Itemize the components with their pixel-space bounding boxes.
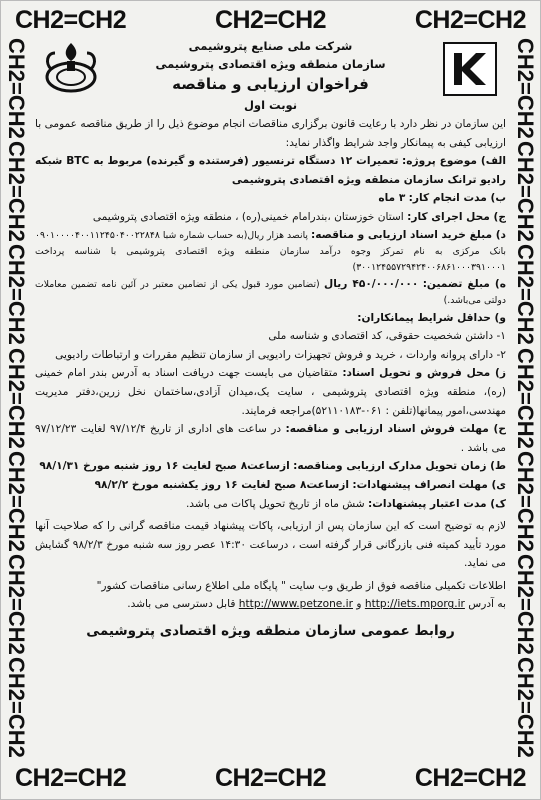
- border-text: CH2=CH2: [214, 763, 327, 792]
- item-y-label: ی) مهلت انصراف پیشنهادات:: [352, 478, 506, 491]
- item-c-text: استان خوزستان ،بندرامام خمینی(ره) ، منطقه ویژه اقتصادی پتروشیمی: [92, 210, 404, 223]
- info-prefix: به آدرس: [468, 598, 506, 611]
- item-e-text: (تضامین مورد قبول یکی از تضامین معتبر در آئین نامه تضمین معاملات دولتی می‌باشد.): [35, 278, 506, 306]
- border-text: CH2=CH2: [214, 5, 327, 34]
- item-b-label: ب) مدت انجام کار:: [408, 192, 506, 205]
- border-text: CH2=CH2: [513, 141, 538, 243]
- item-k: [35, 495, 506, 514]
- border-text: CH2=CH2: [513, 347, 538, 449]
- item-y: [35, 476, 506, 495]
- item-e-label: ه) مبلغ تضمین:: [422, 277, 507, 290]
- signature: روابط عمومی سازمان منطقه ویژه اقتصادی پتروشیمی: [86, 623, 455, 640]
- border-text: CH2=CH2: [414, 5, 526, 34]
- item-b: [35, 189, 506, 208]
- item-c: [35, 208, 506, 227]
- border-text: CH2=CH2: [513, 38, 538, 139]
- info-urls: [35, 595, 506, 614]
- right-border: [510, 37, 540, 759]
- company-name: شرکت ملی صنایع پتروشیمی: [188, 39, 353, 53]
- border-text: CH2=CH2: [513, 450, 538, 552]
- info-suffix: قابل دسترسی می باشد.: [127, 598, 236, 611]
- item-e: [35, 276, 506, 309]
- item-c-label: ج) محل اجرای کار:: [407, 210, 506, 223]
- border-text: CH2=CH2: [4, 656, 29, 758]
- item-b-text: ۳ ماه: [378, 192, 406, 205]
- nipc-emblem-icon: [41, 39, 101, 97]
- item-t: [35, 457, 506, 476]
- notice-title: فراخوان ارزیابی و مناقصه: [172, 75, 369, 93]
- border-text: CH2=CH2: [4, 141, 29, 243]
- item-k-label: ک) مدت اعتبار پیشنهادات:: [368, 497, 506, 510]
- item-h: [35, 420, 506, 457]
- item-z-text: متقاضیان می بایست جهت دریافت اسناد به آدرس بندر امام خمینی (ره)، منطقه ویژه اقتصادی پتروشیمی ، سایت یک،میدان آزادی،ساختمان نخل زرین،دفتر مدیریت مهندسی،امور پیمانها(تلفن : ۰۶۱-۵۲۱۱۰۱۸۳)مراجعه فرمایند.: [35, 367, 506, 417]
- item-t-text: ازساعت۸ صبح لغایت ۱۶ روز شنبه مورخ ۹۸/۱/۳۱: [39, 460, 290, 473]
- opening-note: لازم به توضیح است که این سازمان پس از ارزیابی، پاکات پیشنهاد قیمت مناقصه گرانی را که صلاحیت آنها مورد تأیید کمیته فنی بازرگانی قرار گرفته است ، درساعت ۱۴:۳۰ عصر روز سه شنبه مورخ ۹۸/۲/۳ گشایش می نماید.: [35, 520, 506, 570]
- item-d-label: د) مبلغ خرید اسناد ارزیابی و مناقصه:: [310, 228, 506, 241]
- petzone-link[interactable]: http://www.petzone.ir: [238, 598, 353, 611]
- border-text: CH2=CH2: [4, 450, 29, 552]
- border-text: CH2=CH2: [15, 5, 127, 34]
- border-text: CH2=CH2: [4, 347, 29, 449]
- item-d-text: پانصد هزار ریال(به حساب شماره شبا ۰۹۰۱۰۰۰۰۴۰۰۱۱۲۴۵۰۴۰۰۲۲۸۴۸ بانک مرکزی به نام تمرکز وجوه درآمد سازمان منطقه ویژه اقتصادی پتروشیمی با شناسه پرداخت ۳۰۰۱۲۴۵۵۷۲۹۴۲۴۰۰۶۸۶۱۰۰۰۳۹۱۰۰۰۱): [35, 229, 506, 273]
- item-f2: ۲- دارای پروانه واردات ، خرید و فروش تجهیزات رادیویی از سازمان تنظیم مقررات و ارتباطات رادیویی: [55, 348, 506, 361]
- item-y-text: ازساعت۸ صبح لغایت ۱۶ روز یکشنبه مورخ ۹۸/۲/۲: [94, 478, 350, 491]
- organization-name: سازمان منطقه ویژه اقتصادی پتروشیمی: [155, 57, 386, 71]
- border-text: CH2=CH2: [15, 763, 127, 792]
- border-text: CH2=CH2: [4, 38, 29, 139]
- petrochemical-logo-icon: [442, 41, 498, 97]
- item-z: [35, 364, 506, 420]
- item-a-text: تعمیرات ۱۲ دستگاه ترنسیور (فرستنده و گیرنده) مربوط به BTC شبکه رادیو ترانک سازمان منطقه ویژه اقتصادی پتروشیمی: [35, 155, 506, 186]
- info-and: و: [356, 598, 362, 611]
- info-line: اطلاعات تکمیلی مناقصه فوق از طریق وب سایت " پایگاه ملی اطلاع رسانی مناقصات کشور": [96, 579, 506, 592]
- border-text: CH2=CH2: [513, 553, 538, 655]
- border-text: CH2=CH2: [4, 553, 29, 655]
- intro-paragraph: این سازمان در نظر دارد با رعایت قانون برگزاری مناقصات انجام موضوع ذیل را از طریق مناقصه عمومی با ارزیابی کیفی به پیمانکار واجد شرایط واگذار نماید:: [35, 118, 506, 149]
- item-a: [35, 152, 506, 189]
- item-e-amount: ۴۵۰/۰۰۰/۰۰۰ ریال: [324, 277, 419, 290]
- border-text: CH2=CH2: [414, 763, 526, 792]
- iets-link[interactable]: http://iets.mporg.ir: [364, 598, 465, 611]
- item-a-label: الف) موضوع پروژه:: [402, 155, 506, 168]
- left-border: [1, 37, 31, 759]
- item-d: [35, 227, 506, 276]
- notice-round: نوبت اول: [243, 98, 298, 112]
- item-h-text: در ساعت های اداری از تاریخ ۹۷/۱۲/۴ لغایت ۹۷/۱۲/۲۳ می باشد .: [35, 423, 506, 454]
- item-h-label: ح) مهلت فروش اسناد ارزیابی و مناقصه:: [285, 423, 506, 436]
- item-t-label: ط) زمان تحویل مدارک ارزیابی ومناقصه:: [293, 460, 506, 473]
- item-z-label: ز) محل فروش و تحویل اسناد:: [342, 367, 507, 380]
- border-text: CH2=CH2: [513, 656, 538, 758]
- border-text: CH2=CH2: [513, 244, 538, 346]
- bottom-border: [15, 761, 526, 795]
- item-k-text: شش ماه از تاریخ تحویل پاکات می باشد.: [185, 497, 365, 510]
- item-f-label: و) حداقل شرایط پیمانکاران:: [357, 311, 506, 324]
- item-f1: ۱- داشتن شخصیت حقوقی، کد اقتصادی و شناسه ملی: [268, 330, 506, 343]
- notice-body: [35, 37, 506, 757]
- top-border: [15, 3, 526, 37]
- notice-header: [35, 37, 506, 115]
- border-text: CH2=CH2: [4, 244, 29, 346]
